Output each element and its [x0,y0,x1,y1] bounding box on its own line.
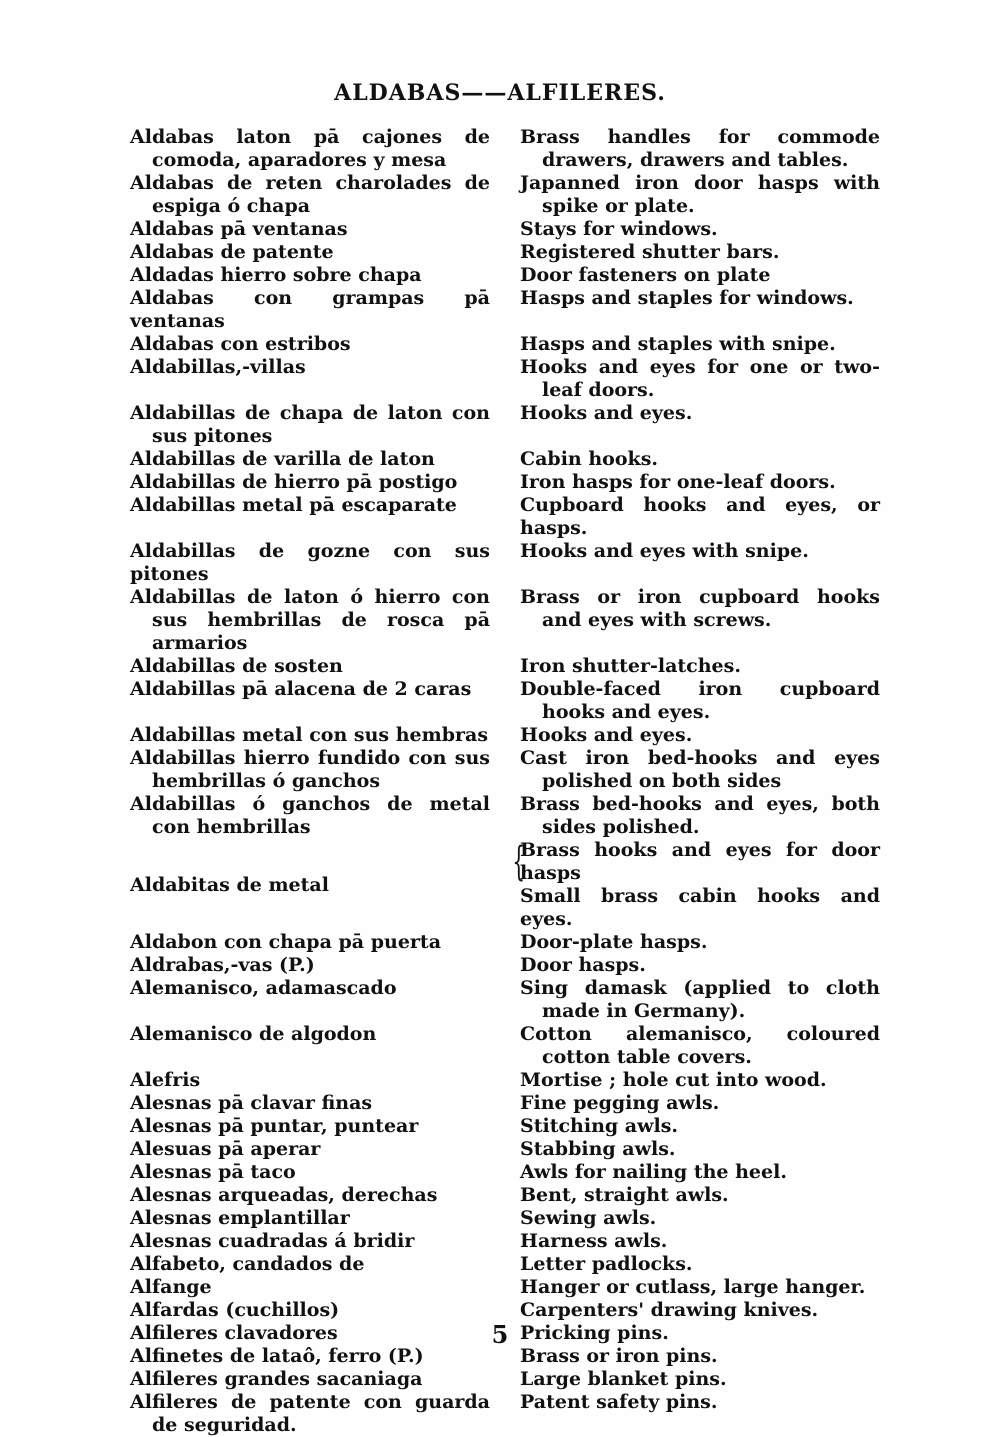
page-number: 5 [491,1320,509,1349]
spanish-term: Alesuas pā aperar [130,1138,321,1160]
entry-row [130,793,890,839]
entry-row [130,724,890,747]
entry-row [130,126,890,172]
spanish-term: Aldabillas metal con sus hembras [130,724,489,746]
english-term: Harness awls. [520,1230,668,1252]
spanish-term: Alfabeto, candados de [130,1253,365,1275]
entry-row [130,1138,890,1161]
spanish-term: Alesnas cuadradas á bridir [130,1230,415,1252]
english-term: Bent, straight awls. [520,1184,729,1206]
spanish-term: Alesnas pā clavar finas [130,1092,373,1114]
english-term: Brass handles for commode drawers, drawers and tables. [520,126,880,171]
english-term: Cupboard hooks and eyes, or hasps. [520,494,880,539]
english-term: Awls for nailing the heel. [520,1161,787,1183]
entry-row [130,1391,890,1437]
entry-row [130,540,890,586]
english-term: Hooks and eyes. [520,402,693,424]
english-term: Sewing awls. [520,1207,657,1229]
english-term: Hanger or cutlass, large hanger. [520,1276,866,1298]
spanish-term: Alfileres grandes sacaniaga [130,1368,423,1390]
english-term: Cast iron bed-hooks and eyes polished on both sides [520,747,880,792]
entry-row [130,402,890,448]
english-term: Large blanket pins. [520,1368,727,1390]
english-term: Door fasteners on plate [520,264,771,286]
entry-row [130,356,890,402]
english-term: Hasps and staples with snipe. [520,333,836,355]
entry-row [130,678,890,724]
spanish-term: Alfileres clavadores [130,1322,338,1344]
english-term: Hooks and eyes. [520,724,693,746]
english-term: Letter padlocks. [520,1253,693,1275]
english-term: Door hasps. [520,954,646,976]
english-term: Hasps and staples for windows. [520,287,854,309]
entry-row [130,1092,890,1115]
entry-row [130,448,890,471]
entry-row [130,172,890,218]
entry-row [130,1253,890,1276]
entry-row [130,1299,890,1322]
english-term-group [512,839,880,931]
spanish-term: Alemanisco de algodon [130,1023,377,1045]
spanish-term: Aldabas con grampas pā ventanas [130,287,490,332]
english-term: Cabin hooks. [520,448,659,470]
entry-row [130,954,890,977]
english-term: Double-faced iron cupboard hooks and eyes. [520,678,880,723]
spanish-term: Aldabillas de chapa de laton con sus pitones [130,402,490,447]
entry-row [130,1161,890,1184]
spanish-term: Aldabillas pā alacena de 2 caras [130,678,472,700]
spanish-term: Alemanisco, adamascado [130,977,397,999]
entry-row [130,333,890,356]
entry-row [130,1368,890,1391]
spanish-term: Alfange [130,1276,212,1298]
spanish-term: Alesnas arqueadas, derechas [130,1184,438,1206]
english-term: Hooks and eyes for one or two-leaf doors. [520,356,880,401]
spanish-term: Aldadas hierro sobre chapa [130,264,422,286]
english-term: Brass hooks and eyes for door hasps [520,839,880,884]
entry-row [130,655,890,678]
spanish-term: Aldabon con chapa pā puerta [130,931,442,953]
english-term: Mortise ; hole cut into wood. [520,1069,827,1091]
spanish-term: Aldabillas metal pā escaparate [130,494,457,516]
spanish-term-text: Aldabitas de metal [130,873,329,896]
english-term: Cotton alemanisco, coloured cotton table covers. [520,1023,880,1068]
spanish-term: Alefris [130,1069,201,1091]
spanish-term: Aldabillas de sosten [130,655,343,677]
spanish-term: Aldabas pā ventanas [130,218,348,240]
english-term: Brass or iron pins. [520,1345,718,1367]
english-term: Brass or iron cupboard hooks and eyes with screws. [520,586,880,631]
spanish-term: Aldabillas de varilla de laton [130,448,435,470]
spanish-term: Alfinetes de lataô, ferro (P.) [130,1345,424,1367]
spanish-term: Aldabas laton pā cajones de comoda, aparadores y mesa [130,126,490,171]
entry-row [130,977,890,1023]
entry-row [130,264,890,287]
spanish-term: Aldabillas de gozne con sus pitones [130,540,490,585]
spanish-term: Aldabas con estribos [130,333,351,355]
entry-row [130,931,890,954]
entry-row [130,287,890,333]
spanish-term: Aldrabas,-vas (P.) [130,954,315,976]
english-term: Hooks and eyes with snipe. [520,540,809,562]
spanish-term: Aldabillas ó ganchos de metal con hembrillas [130,793,490,838]
english-term: Sing damask (applied to cloth made in Germany). [520,977,880,1022]
spanish-term: Alesnas pā puntar, puntear [130,1115,419,1137]
entry-row [130,1115,890,1138]
entry-row [130,471,890,494]
spanish-term: Alesnas pā taco [130,1161,296,1183]
english-term: Fine pegging awls. [520,1092,720,1114]
english-term: Japanned iron door hasps with spike or plate. [520,172,880,217]
spanish-term: Alfileres de patente con guarda de seguridad. [130,1391,490,1436]
spanish-term: Aldabillas de hierro pā postigo [130,471,458,493]
entry-row [130,1069,890,1092]
brace-glyph: { [512,839,526,885]
english-term: Brass bed-hooks and eyes, both sides polished. [520,793,880,838]
page-header: ALDABAS——ALFILERES. [334,80,666,106]
english-term: Small brass cabin hooks and eyes. [520,885,880,930]
spanish-term: Alfardas (cuchillos) [130,1299,340,1321]
spanish-term: Aldabillas de laton ó hierro con sus hembrillas de rosca pā armarios [130,586,490,654]
dictionary-entries [130,126,890,1437]
entry-row [130,494,890,540]
english-term: Stabbing awls. [520,1138,676,1160]
english-term: Stays for windows. [520,218,718,240]
spanish-term: Aldabillas hierro fundido con sus hembrillas ó ganchos [130,747,490,792]
entry-row [130,839,890,931]
entry-row [130,218,890,241]
english-term: Door-plate hasps. [520,931,708,953]
spanish-term [130,839,490,931]
entry-row [130,1230,890,1253]
entry-row [130,586,890,655]
english-term: Pricking pins. [520,1322,669,1344]
entry-row [130,241,890,264]
entry-row [130,1276,890,1299]
english-term: Registered shutter bars. [520,241,780,263]
spanish-term: Aldabillas,-villas [130,356,306,378]
english-term: Stitching awls. [520,1115,679,1137]
english-term: Iron hasps for one-leaf doors. [520,471,836,493]
entry-row [130,1023,890,1069]
english-term: Patent safety pins. [520,1391,718,1413]
entry-row [130,747,890,793]
entry-row [130,1207,890,1230]
english-term: Iron shutter-latches. [520,655,741,677]
spanish-term: Alesnas emplantillar [130,1207,350,1229]
english-term: Carpenters' drawing knives. [520,1299,819,1321]
entry-row [130,1184,890,1207]
spanish-term: Aldabas de reten charolades de espiga ó chapa [130,172,490,217]
spanish-term: Aldabas de patente [130,241,334,263]
